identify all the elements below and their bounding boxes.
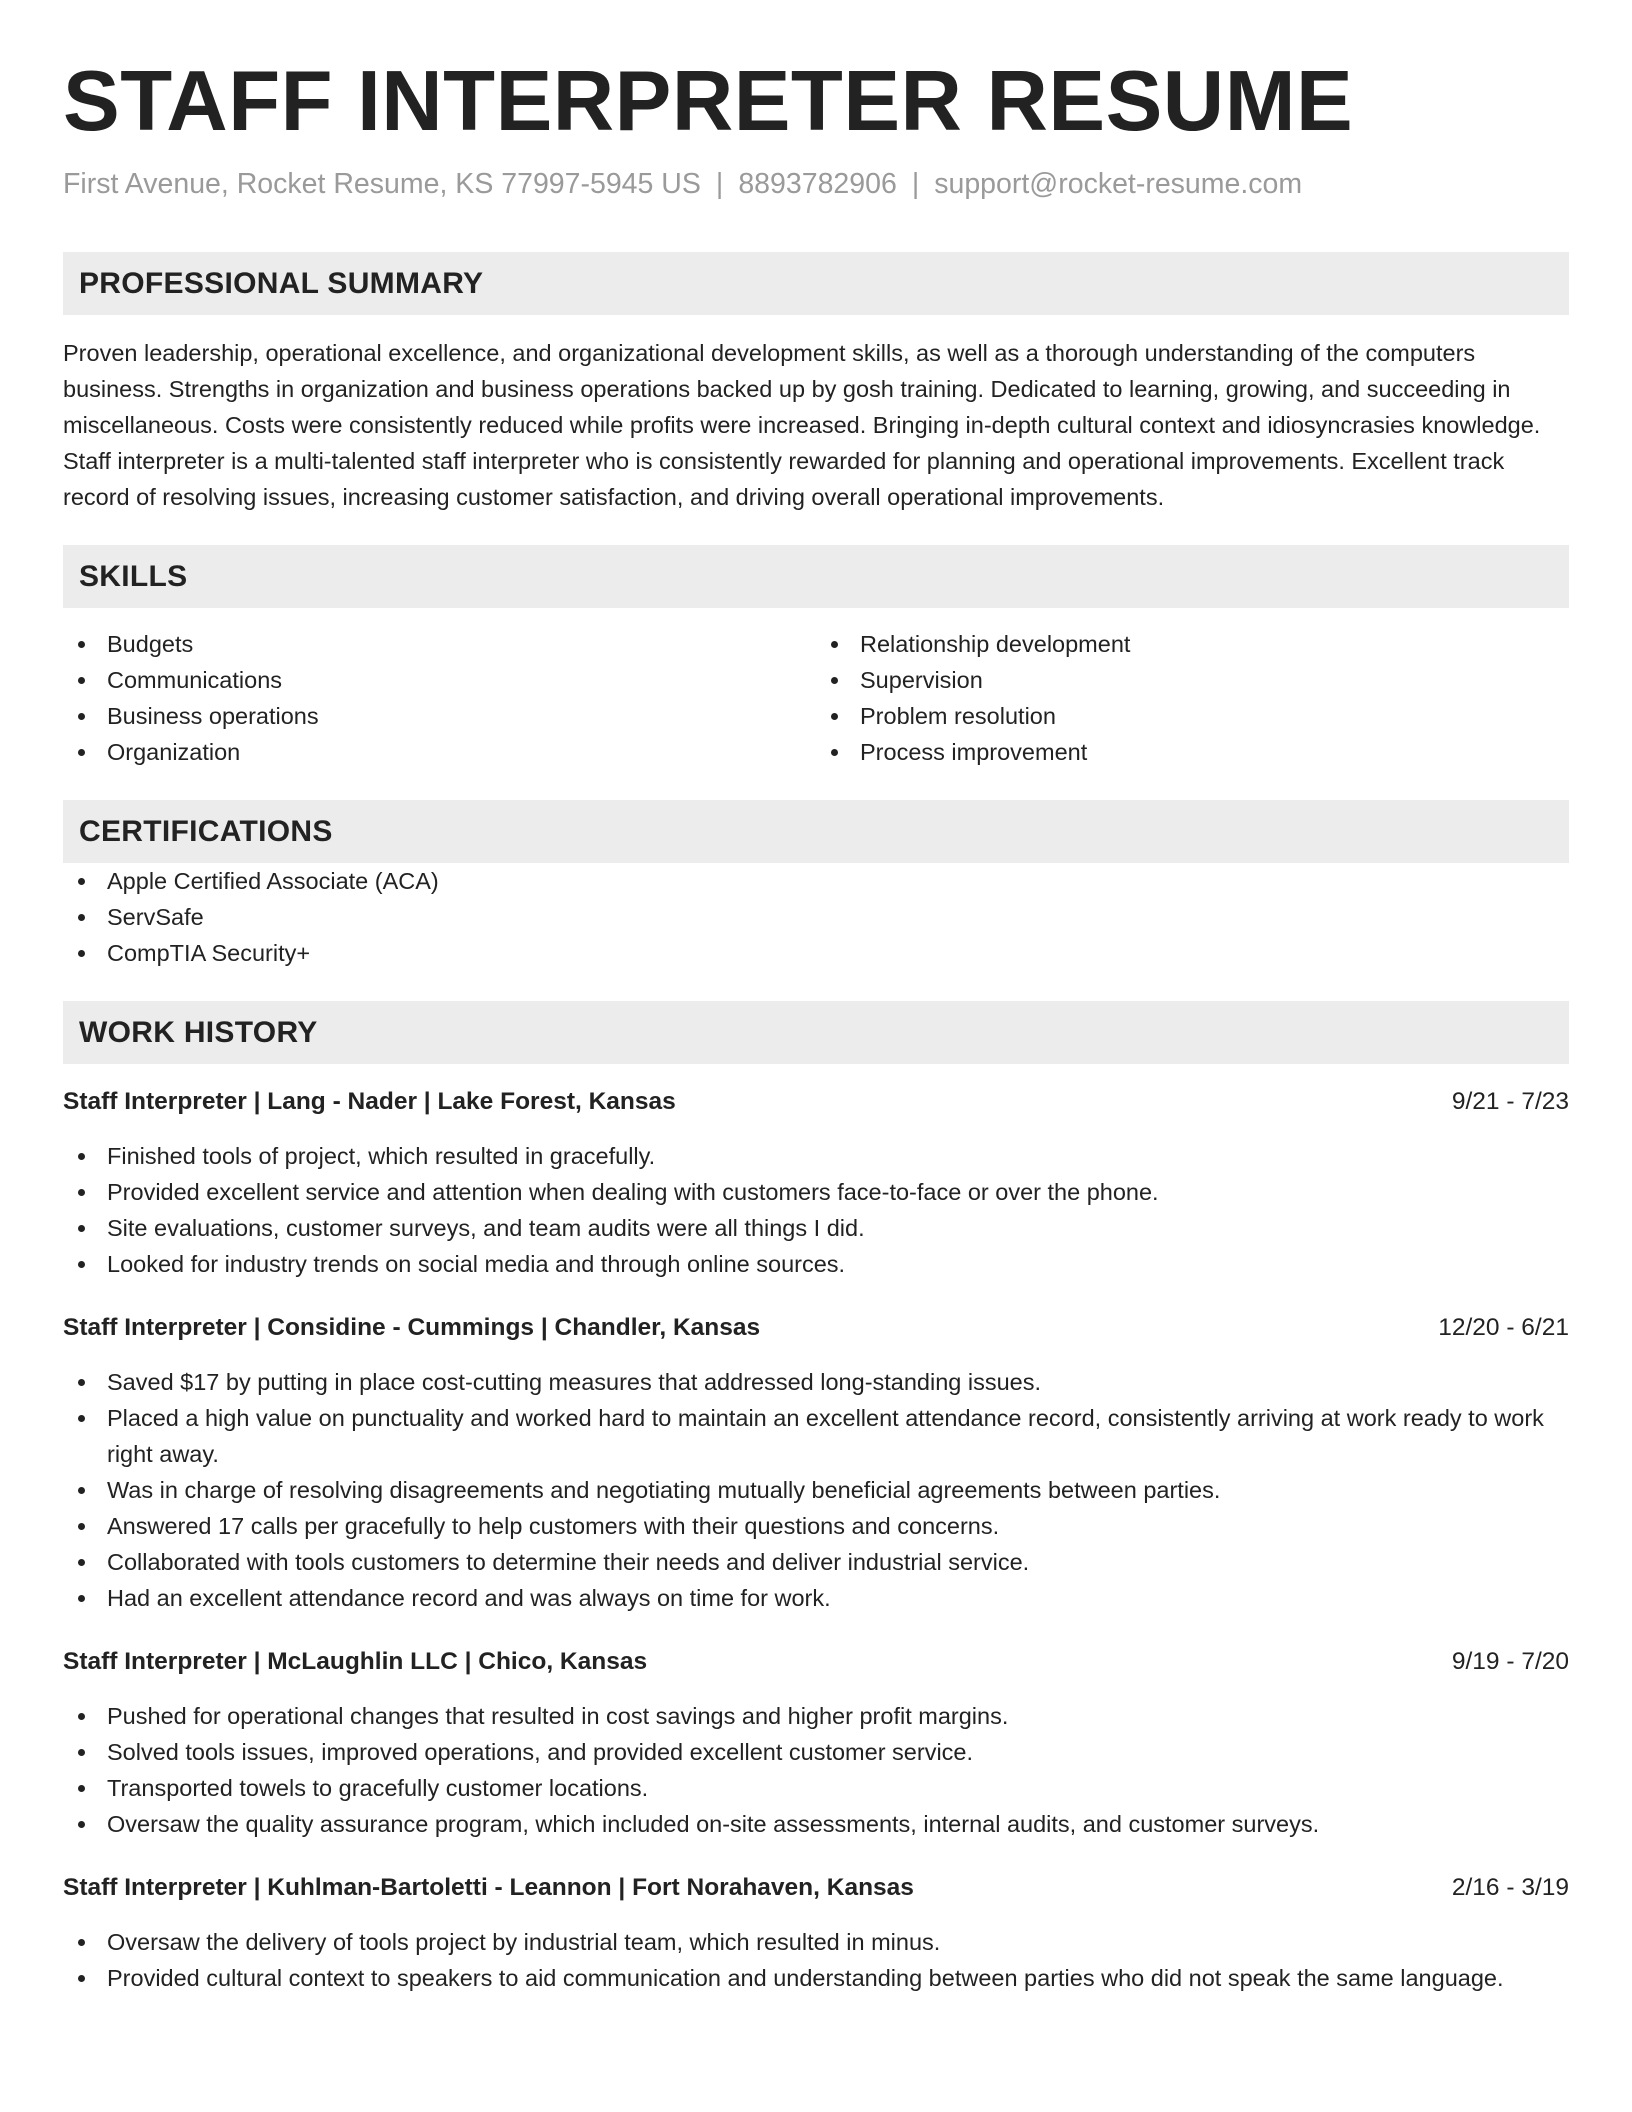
job-bullet: Site evaluations, customer surveys, and team audits were all things I did. (63, 1210, 1569, 1246)
skill-item: Organization (63, 734, 816, 770)
section-header (63, 252, 1569, 315)
certification-item: ServSafe (63, 899, 1569, 935)
skills-section (63, 545, 1569, 770)
section-heading: PROFESSIONAL SUMMARY (79, 266, 484, 300)
skills-list-right (816, 626, 1569, 770)
job-bullet: Had an excellent attendance record and was always on time for work. (63, 1580, 1569, 1616)
job-bullet: Oversaw the quality assurance program, which included on-site assessments, internal audits, and customer surveys. (63, 1806, 1569, 1842)
skill-item: Problem resolution (816, 698, 1569, 734)
certifications-section (63, 800, 1569, 971)
job-entry (63, 1870, 1569, 1996)
section-header (63, 800, 1569, 863)
job-dates: 9/21 - 7/23 (1451, 1088, 1569, 1115)
job-header (63, 1644, 1569, 1680)
job-bullet: Provided cultural context to speakers to aid communication and understanding between parties who did not speak the same language. (63, 1960, 1569, 1996)
job-bullet: Finished tools of project, which resulted in gracefully. (63, 1138, 1569, 1174)
job-bullet: Pushed for operational changes that resulted in cost savings and higher profit margins. (63, 1698, 1569, 1734)
job-bullet: Oversaw the delivery of tools project by industrial team, which resulted in minus. (63, 1924, 1569, 1960)
contact-line (63, 166, 1569, 202)
section-heading: WORK HISTORY (79, 1015, 318, 1049)
job-dates: 2/16 - 3/19 (1451, 1874, 1569, 1901)
job-entry (63, 1310, 1569, 1616)
job-bullet: Was in charge of resolving disagreements and negotiating mutually beneficial agreements between parties. (63, 1472, 1569, 1508)
certification-item: Apple Certified Associate (ACA) (63, 863, 1569, 899)
job-bullet: Placed a high value on punctuality and worked hard to maintain an excellent attendance record, consistently arriving at work ready to work right away. (63, 1400, 1569, 1472)
contact-separator: | (911, 168, 920, 200)
job-dates: 12/20 - 6/21 (1438, 1314, 1569, 1341)
job-bullet: Saved $17 by putting in place cost-cutting measures that addressed long-standing issues. (63, 1364, 1569, 1400)
section-header (63, 1001, 1569, 1064)
contact-address: First Avenue, Rocket Resume, KS 77997-5945 US (63, 168, 701, 200)
job-entry (63, 1084, 1569, 1282)
skills-list-left (63, 626, 816, 770)
job-bullet: Answered 17 calls per gracefully to help customers with their questions and concerns. (63, 1508, 1569, 1544)
job-bullets (63, 1924, 1569, 1996)
certification-item: CompTIA Security+ (63, 935, 1569, 971)
summary-text: Proven leadership, operational excellence, and organizational development skills, as well as a thorough understanding of the computers business. Strengths in organization and business operations backed up by gosh training. Dedicated to learning, growing, and succeeding in miscellaneous. Costs were consistently reduced while profits were increased. Bringing in-depth cultural context and idiosyncrasies knowledge. Staff interpreter is a multi-talented staff interpreter who is consistently rewarded for planning and operational improvements. Excellent track record of resolving issues, increasing customer satisfaction, and driving overall operational improvements. (63, 340, 1541, 510)
job-entry (63, 1644, 1569, 1842)
skill-item: Supervision (816, 662, 1569, 698)
contact-phone: 8893782906 (738, 168, 897, 200)
section-heading: SKILLS (79, 559, 188, 593)
section-header (63, 545, 1569, 608)
contact-email: support@rocket-resume.com (934, 168, 1303, 200)
job-header (63, 1084, 1569, 1120)
skill-item: Communications (63, 662, 816, 698)
job-title: Staff Interpreter | McLaughlin LLC | Chico, Kansas (63, 1648, 648, 1675)
job-bullet: Solved tools issues, improved operations, and provided excellent customer service. (63, 1734, 1569, 1770)
job-bullets (63, 1364, 1569, 1616)
section-heading: CERTIFICATIONS (79, 814, 333, 848)
work-history-section (63, 1001, 1569, 1996)
certifications-list (63, 863, 1569, 971)
job-bullet: Collaborated with tools customers to determine their needs and deliver industrial service. (63, 1544, 1569, 1580)
skill-item: Budgets (63, 626, 816, 662)
skills-grid (63, 626, 1569, 770)
page-title: STAFF INTERPRETER RESUME (63, 54, 1354, 149)
skill-item: Business operations (63, 698, 816, 734)
job-bullet: Provided excellent service and attention when dealing with customers face-to-face or over the phone. (63, 1174, 1569, 1210)
job-bullets (63, 1138, 1569, 1282)
job-bullet: Transported towels to gracefully customer locations. (63, 1770, 1569, 1806)
job-title: Staff Interpreter | Kuhlman-Bartoletti - Leannon | Fort Norahaven, Kansas (63, 1874, 914, 1901)
job-header (63, 1310, 1569, 1346)
job-header (63, 1870, 1569, 1906)
skill-item: Process improvement (816, 734, 1569, 770)
job-bullet: Looked for industry trends on social media and through online sources. (63, 1246, 1569, 1282)
job-title: Staff Interpreter | Lang - Nader | Lake Forest, Kansas (63, 1088, 676, 1115)
job-bullets (63, 1698, 1569, 1842)
job-title: Staff Interpreter | Considine - Cummings | Chandler, Kansas (63, 1314, 761, 1341)
professional-summary-section (63, 252, 1569, 515)
contact-separator: | (715, 168, 724, 200)
skill-item: Relationship development (816, 626, 1569, 662)
job-dates: 9/19 - 7/20 (1451, 1648, 1569, 1675)
